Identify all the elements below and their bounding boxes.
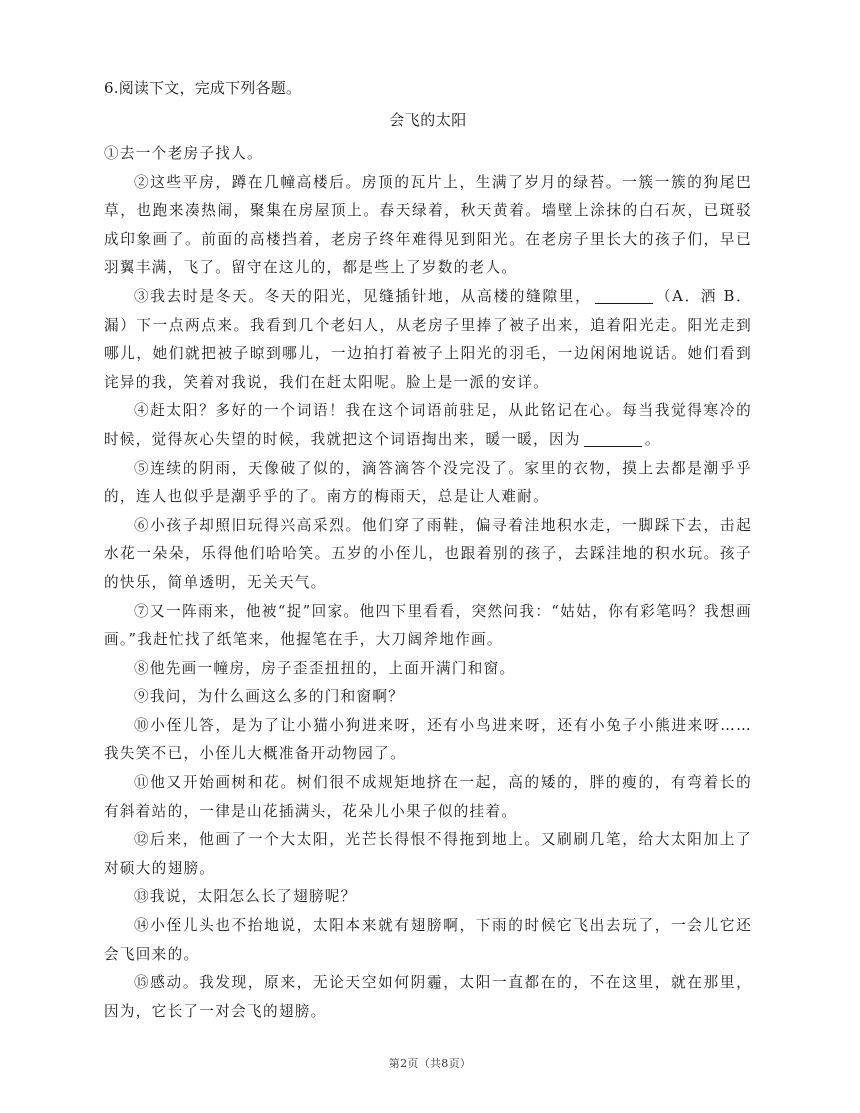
fill-in-blank-2[interactable] [584, 430, 642, 447]
paragraph-15: ⑮感动。我发现，原来，无论天空如何阴霾，太阳一直都在的，不在这里，就在那里，因为，它长了一对会飞的翅膀。 [104, 974, 752, 1020]
fill-in-blank-1[interactable] [595, 287, 653, 304]
paragraph-4-part-1: ④赶太阳？多好的一个词语！我在这个词语前驻足，从此铭记在心。每当我觉得寒冷的时候，觉得灰心失望的时候，我就把这个词语掏出来，暖一暖，因为 [104, 402, 752, 448]
paragraph-8: ⑧他先画一幢房，房子歪歪扭扭的，上面开满门和窗。 [134, 659, 516, 677]
paragraph-11: ⑪他又开始画树和花。树们很不成规矩地挤在一起，高的矮的，胖的瘦的，有弯着长的有斜着站的，一律是山花插满头，花朵儿小果子似的挂着。 [104, 774, 752, 820]
paragraph-3-part-2: （A．洒 B．漏）下一点两点来。我看到几个老妇人，从老房子里捧了被子出来，追着阳光走。阳光走到哪儿，她们就把被子晾到哪儿，一边拍打着被子上阳光的羽毛，一边闲闲地说话。她们看到诧异的我，笑着对我说，我们在赶太阳呢。脸上是一派的安详。 [104, 287, 752, 391]
page-number-footer: 第2页（共8页） [388, 1057, 472, 1070]
paragraph-1: ①去一个老房子找人。 [104, 145, 263, 162]
paragraph-3-part-1: ③我去时是冬天。冬天的阳光，见缝插针地，从高楼的缝隙里， [134, 287, 592, 305]
question-heading: 6.阅读下文，完成下列各题。 [104, 79, 302, 97]
paragraph-4-part-2: 。 [644, 430, 661, 448]
paragraph-14: ⑭小侄儿头也不抬地说，太阳本来就有翅膀啊，下雨的时候它飞出去玩了，一会儿它还会飞回来的。 [104, 917, 752, 963]
paragraph-4 [104, 397, 752, 454]
paragraph-2: ②这些平房，蹲在几幢高楼后。房顶的瓦片上，生满了岁月的绿苔。一簇一簇的狗尾巴草，也跑来凑热闹，聚集在房屋顶上。春天绿着，秋天黄着。墙壁上涂抹的白石灰，已斑驳成印象画了。前面的高楼挡着，老房子终年难得见到阳光。在老房子里长大的孩子们，早已羽翼丰满，飞了。留守在这儿的，都是些上了岁数的老人。 [104, 173, 752, 277]
paragraph-9: ⑨我问，为什么画这么多的门和窗啊？ [134, 688, 405, 706]
paragraph-13: ⑬我说，太阳怎么长了翅膀呢？ [134, 888, 357, 906]
paragraph-6: ⑥小孩子却照旧玩得兴高采烈。他们穿了雨鞋，偏寻着洼地积水走，一脚踩下去，击起水花一朵朵，乐得他们哈哈笑。五岁的小侄儿，也跟着别的孩子，去踩洼地的积水玩。孩子的快乐，简单透明，无关天气。 [104, 516, 752, 591]
paragraph-5: ⑤连续的阴雨，天像破了似的，滴答滴答个没完没了。家里的衣物，摸上去都是潮乎乎的，连人也似乎是潮乎乎的了。南方的梅雨天，总是让人难耐。 [104, 459, 752, 506]
article-title: 会飞的太阳 [389, 111, 467, 129]
paragraph-12: ⑫后来，他画了一个大太阳，光芒长得恨不得拖到地上。又刷刷几笔，给大太阳加上了对硕大的翅膀。 [104, 831, 752, 877]
document-page [104, 78, 752, 1026]
paragraph-3 [104, 283, 752, 397]
paragraph-10: ⑩小侄儿答，是为了让小猫小狗进来呀，还有小鸟进来呀，还有小兔子小熊进来呀……我失笑不已，小侄儿大概准备开动物园了。 [104, 716, 752, 763]
paragraph-7: ⑦又一阵雨来，他被“捉”回家。他四下里看看，突然问我：“姑姑，你有彩笔吗？我想画画。”我赶忙找了纸笔来，他握笔在手，大刀阔斧地作画。 [104, 602, 752, 649]
